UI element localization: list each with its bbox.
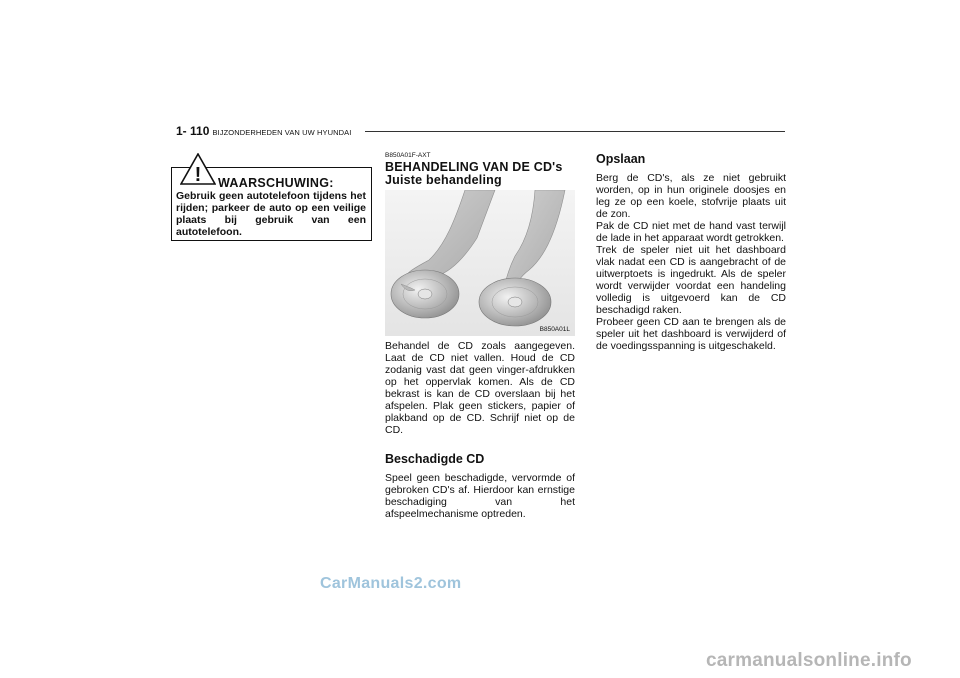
column-storage: [596, 152, 786, 352]
watermark-left: CarManuals2.com: [320, 575, 462, 592]
warning-triangle-icon: [180, 153, 216, 185]
page-number: 1- 110: [176, 124, 210, 138]
section-title: BIJZONDERHEDEN VAN UW HYUNDAI: [212, 128, 352, 137]
handling-paragraph: Behandel de CD zoals aangegeven. Laat de CD niet vallen. Houd de CD zodanig vast dat geen vinger-afdrukken op het oppervlak komen. Als de CD bekrast is kan de CD overslaan bij het afspelen. Plak geen stickers, papier of plakband op de CD. Schrijf niet op de CD.: [385, 340, 575, 436]
section-code: B850A01F-AXT: [385, 152, 431, 159]
header-rule: [365, 131, 785, 132]
storage-paragraph-4: Probeer geen CD aan te brengen als de speler uit het dashboard is verwijderd of de voedingsspanning is uitgeschakeld.: [596, 316, 786, 352]
storage-paragraph-2: Pak de CD niet met de hand vast terwijl de lade in het apparaat wordt getrokken.: [596, 220, 786, 244]
column-cd-handling: [385, 152, 575, 520]
storage-heading: Opslaan: [596, 152, 646, 166]
cd-disc-right: [479, 278, 551, 326]
cd-disc-left: [391, 270, 459, 318]
hands-holding-cd-image: [385, 190, 575, 336]
warning-body: Gebruik geen autotelefoon tijdens het rijden; parkeer de auto op een veilige plaats bij gebruik van een autotelefoon.: [176, 190, 366, 238]
watermark-right: carmanualsonline.info: [706, 650, 912, 671]
warning-title: WAARSCHUWING:: [218, 176, 334, 190]
storage-paragraph-3: Trek de speler niet uit het dashboard vlak nadat een CD is aangebracht of de uitwerptoets is ingedrukt. Als de speler wordt verwijder voordat een handeling volledig is uitgevoerd kan de CD beschadigd raken.: [596, 244, 786, 316]
storage-paragraph-1: Berg de CD's, als ze niet gebruikt worden, op in hun originele doosjes en leg ze op een koele, stofvrije plaats uit de zon.: [596, 172, 786, 220]
damaged-cd-paragraph: Speel geen beschadigde, vervormde of gebroken CD's af. Hierdoor kan ernstige beschadiging van het afspeelmechanisme optreden.: [385, 472, 575, 520]
section-heading: BEHANDELING VAN DE CD's: [385, 160, 563, 174]
image-code: B850A01L: [539, 326, 570, 333]
section-subheading: Juiste behandeling: [385, 173, 502, 187]
warning-symbol: !: [194, 164, 202, 185]
cd-handling-illustration: [385, 190, 575, 336]
page-header: [176, 124, 351, 138]
damaged-cd-heading: Beschadigde CD: [385, 452, 485, 466]
